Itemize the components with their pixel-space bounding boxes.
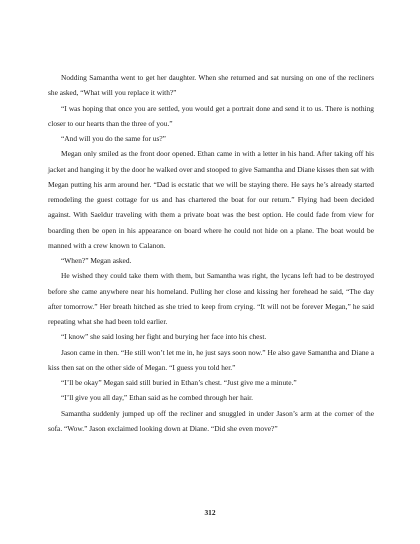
page-number: 312 — [204, 508, 216, 517]
paragraph: Jason came in then. “He still won’t let me in, he just says soon now.” He also gave Samantha and Diane a kiss then sat on the other side of Megan. “I guess you told her.” — [48, 347, 374, 372]
paragraph: “I know” she said losing her fight and burying her face into his chest. — [61, 332, 267, 342]
paragraph: Nodding Samantha went to get her daughter. When she returned and sat nursing on one of the recliners she asked, “What will you replace it with?” — [48, 73, 374, 98]
paragraph: “And will you do the same for us?” — [61, 134, 166, 143]
paragraph: “I’ll give you all day,” Ethan said as he combed through her hair. — [61, 393, 254, 403]
body-text — [48, 70, 374, 436]
paragraph: Megan only smiled as the front door opened. Ethan came in with a letter in his hand. After taking off his jacket and hanging it by the door he walked over and stooped to give Samantha and Diane kisses then sat with Megan putting his arm around her. “Dad is ecstatic that we will be staying there. He says he’s already started remodeling the guest cottage for us and has chartered the boat for our return.” Flying had been decided against. With Saeldur traveling with them a private boat was the best option. He could fade from view for boarding then be open in his appearance on board where he could not hide on a plane. The boat would be manned with a crew known to Calanon. — [48, 149, 374, 250]
paragraph: Samantha suddenly jumped up off the recliner and snuggled in under Jason’s arm at the corner of the sofa. “Wow.” Jason exclaimed looking down at Diane. “Did she even move?” — [48, 408, 374, 433]
paragraph: “I was hoping that once you are settled, you would get a portrait done and send it to us. There is nothing closer to our hearts than the three of you.” — [48, 103, 374, 128]
paragraph: “When?” Megan asked. — [61, 256, 132, 265]
paragraph: “I’ll be okay” Megan said still buried in Ethan’s chest. “Just give me a minute.” — [61, 378, 297, 387]
paragraph: He wished they could take them with them, but Samantha was right, the lycans left had to be destroyed before she came anywhere near his homeland. Pulling her close and kissing her forehead he said, “The day after tomorrow.” Her breath hitched as she tried to keep from crying. “It will not be forever Megan,” he said repeating what she had been told earlier. — [48, 271, 374, 326]
